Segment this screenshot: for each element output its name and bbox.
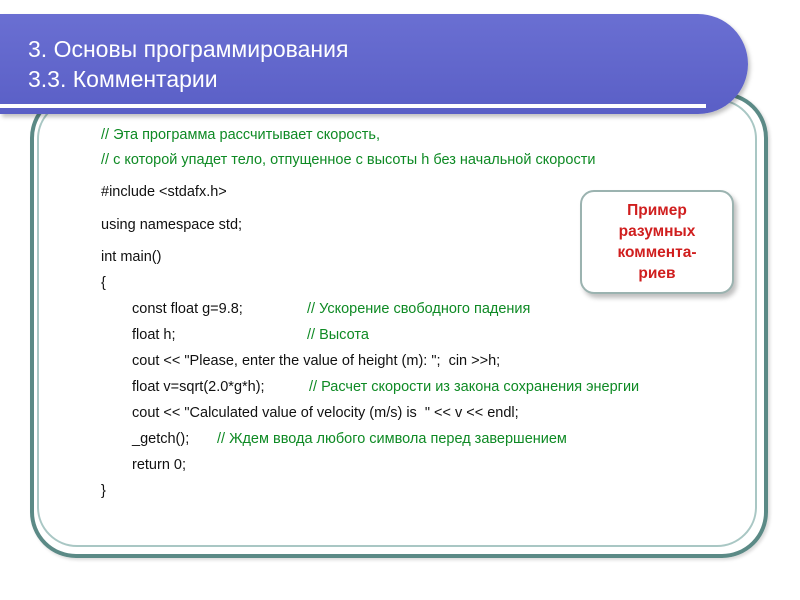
code-comment-line-2: // с которой упадет тело, отпущенное с высоты h без начальной скорости [101,152,596,168]
code-main-line: int main() [101,249,162,265]
code-using-line: using namespace std; [101,217,243,233]
code-comment-line-1: // Эта программа рассчитывает скорость, [101,127,380,143]
code-stmt-5: cout << "Calculated value of velocity (m/s) is " << v << endl; [132,405,519,421]
code-stmt-4: float v=sqrt(2.0*g*h); [132,379,265,395]
callout-text: Пример разумных коммента- риев [617,202,697,282]
code-stmt-6: _getch(); [132,431,190,447]
code-stmt-6-comment: // Ждем ввода любого символа перед завершением [217,431,567,447]
code-stmt-2: float h; [132,327,176,343]
slide-title: 3. Основы программирования [28,36,349,62]
code-stmt-2-comment: // Высота [307,327,369,343]
code-stmt-1-comment: // Ускорение свободного падения [307,301,531,317]
code-open-brace: { [101,275,106,291]
code-stmt-1: const float g=9.8; [132,301,243,317]
code-stmt-4-comment: // Расчет скорости из закона сохранения энергии [309,379,640,395]
code-include-line: #include <stdafx.h> [101,184,227,200]
code-close-brace: } [101,483,106,499]
code-stmt-7: return 0; [132,457,186,473]
code-stmt-3: cout << "Please, enter the value of height (m): "; cin >>h; [132,353,501,369]
comment-example-callout [580,190,734,294]
slide-subtitle: 3.3. Комментарии [28,66,218,92]
